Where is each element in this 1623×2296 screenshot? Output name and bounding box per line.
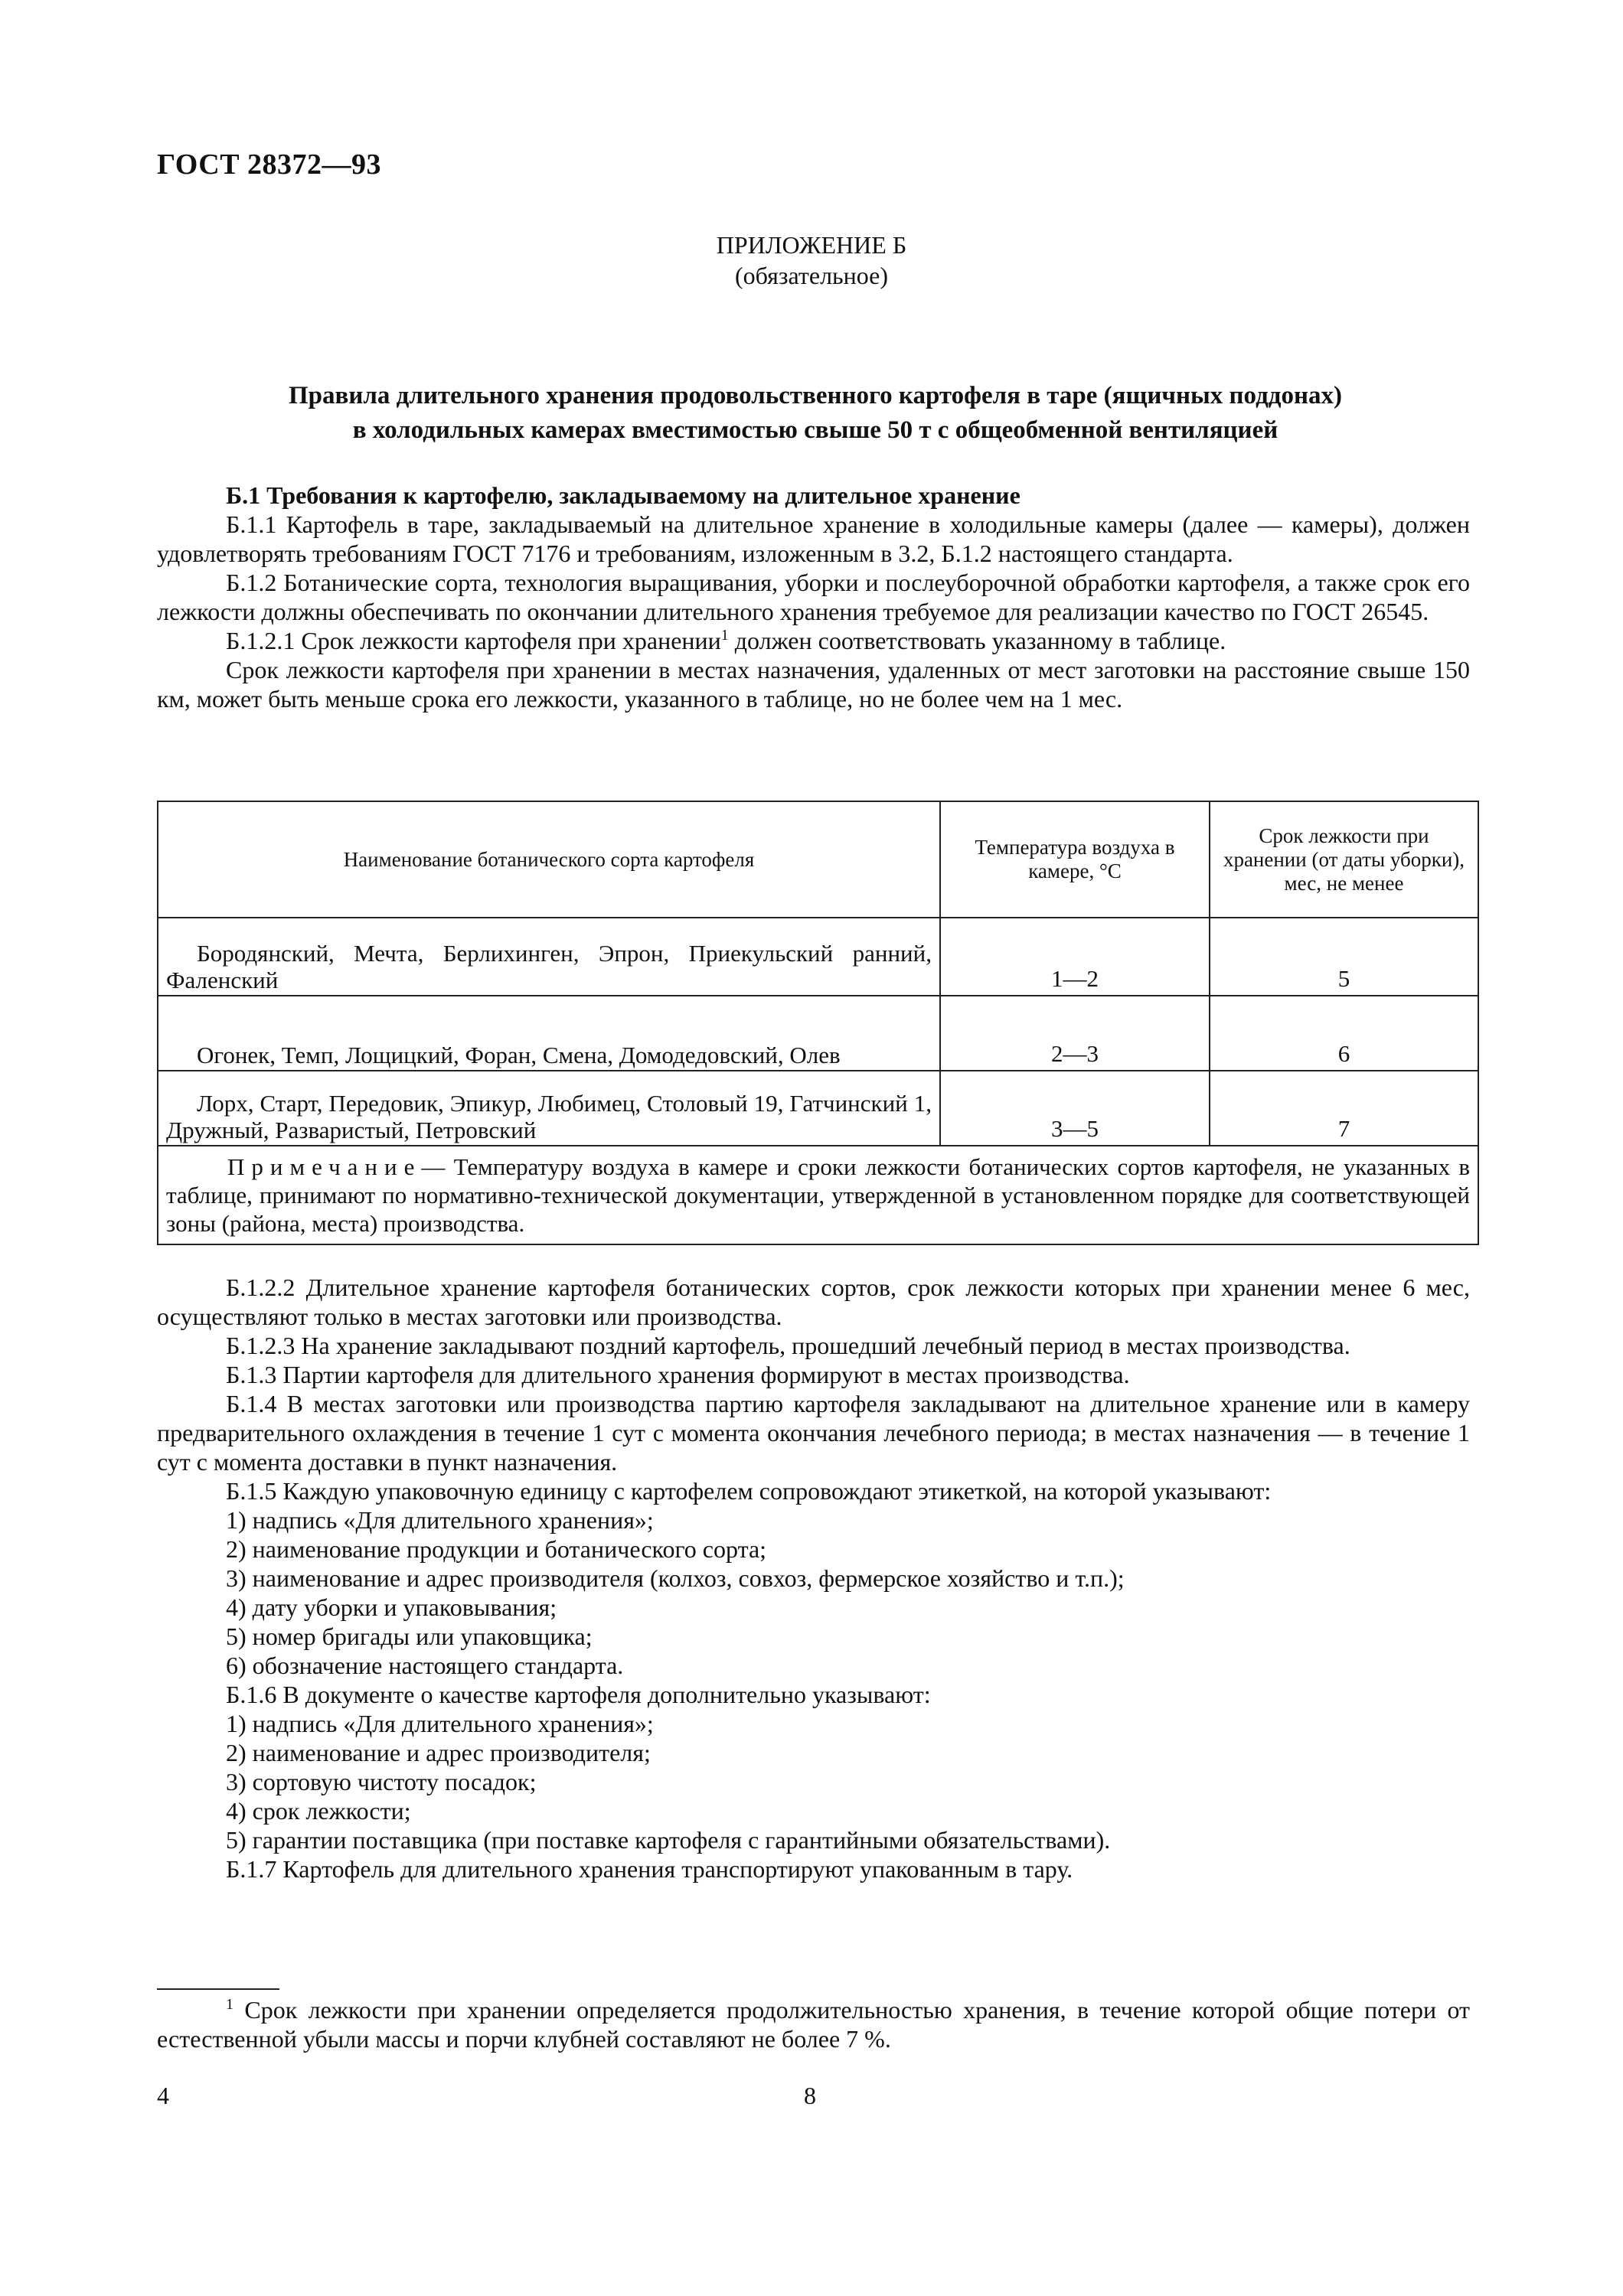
paragraph-distance: Срок лежкости картофеля при хранении в местах назначения, удаленных от мест заготовки на расстояние свыше 150 км, может быть меньше срока его лежкости, указанного в таблице, но не более чем на 1 мес. (157, 656, 1470, 713)
storage-table (157, 801, 1479, 1245)
paragraph-b1-6: Б.1.6 В документе о качестве картофеля дополнительно указывают: (226, 1681, 931, 1708)
footnote-mark: 1 (226, 1996, 233, 2013)
list-item: 4) срок лежкости; (226, 1797, 411, 1825)
paragraph-b1-2-1-text: Б.1.2.1 Срок лежкости картофеля при хранении (226, 627, 721, 654)
paragraph-b1-2-2: Б.1.2.2 Длительное хранение картофеля ботанических сортов, срок лежкости которых при хранении менее 6 мес, осуществляют только в местах заготовки или производства. (157, 1274, 1470, 1330)
paragraph-b1-5: Б.1.5 Каждую упаковочную единицу с картофелем сопровождают этикеткой, на которой указывают: (226, 1477, 1272, 1505)
paragraph-b1-7: Б.1.7 Картофель для длительного хранения транспортируют упакованным в тару. (226, 1855, 1073, 1883)
list-item: 3) сортовую чистоту посадок; (226, 1768, 537, 1795)
page-number-center: 8 (804, 2082, 816, 2109)
list-item: 3) наименование и адрес производителя (колхоз, совхоз, фермерское хозяйство и т.п.); (226, 1564, 1125, 1592)
list-item: 1) надпись «Для длительного хранения»; (226, 1710, 654, 1737)
document-code: ГОСТ 28372—93 (157, 148, 382, 181)
table-note (158, 1146, 1478, 1244)
footnote-reference[interactable]: 1 (720, 627, 729, 644)
variety-cell: Бородянский, Мечта, Берлихинген, Эпрон, Приекульский ранний, Фаленский (158, 918, 940, 996)
list-item: 5) номер бригады или упаковщика; (226, 1623, 593, 1650)
table-row (158, 918, 1478, 996)
document-title-line-1: Правила длительного хранения продовольственного картофеля в таре (ящичных поддонах) (289, 382, 1342, 409)
footnote (157, 1995, 1470, 2053)
list-item: 1) надпись «Для длительного хранения»; (226, 1506, 654, 1534)
appendix-heading (0, 230, 1623, 291)
temperature-cell: 3—5 (940, 1071, 1210, 1146)
table-row (158, 1071, 1478, 1146)
footnote-text: Срок лежкости при хранении определяется продолжительностью хранения, в течение которой общие потери от естественной убыли массы и порчи клубней составляют не более 7 %. (157, 1996, 1470, 2053)
table-row (158, 996, 1478, 1071)
header-shelf-life: Срок лежкости при хранении (от даты уборки), мес, не менее (1210, 801, 1478, 918)
section-b1-heading: Б.1 Требования к картофелю, закладываемому на длительное хранение (226, 481, 1020, 509)
page-number-left: 4 (157, 2082, 169, 2109)
appendix-title: ПРИЛОЖЕНИЕ Б (716, 231, 907, 259)
shelf-life-cell: 7 (1210, 1071, 1478, 1146)
paragraph-b1-2-1 (157, 626, 1470, 655)
paragraph-b1-2: Б.1.2 Ботанические сорта, технология выращивания, уборки и послеуборочной обработки картофеля, а также срок его лежкости должны обеспечивать по окончании длительного хранения требуемое для реализации качество по ГОСТ 26545. (157, 569, 1470, 625)
table-note-row (158, 1146, 1478, 1244)
variety-cell: Огонек, Темп, Лощицкий, Форан, Смена, Домодедовский, Олев (158, 996, 940, 1071)
temperature-cell: 1—2 (940, 918, 1210, 996)
document-title-line-2: в холодильных камерах вместимостью свыше 50 т с общеобменной вентиляцией (352, 416, 1278, 444)
footnote-divider (157, 1988, 279, 1990)
list-item: 5) гарантии поставщика (при поставке картофеля с гарантийными обязательствами). (226, 1826, 1111, 1854)
shelf-life-cell: 6 (1210, 996, 1478, 1071)
variety-cell: Лорх, Старт, Передовик, Эпикур, Любимец, Столовый 19, Гатчинский 1, Дружный, Разваристый, Петровский (158, 1071, 940, 1146)
appendix-subtitle: (обязательное) (735, 262, 888, 289)
note-text: — Температуру воздуха в камере и сроки лежкости ботанических сортов картофеля, не указанных в таблице, принимают по нормативно-технической документации, утвержденной в установленном порядке для соответствующей зоны (района, места) производства. (166, 1153, 1470, 1237)
table-header-row (158, 801, 1478, 918)
paragraph-b1-3: Б.1.3 Партии картофеля для длительного хранения формируют в местах производства. (226, 1361, 1130, 1388)
paragraph-b1-2-3: Б.1.2.3 На хранение закладывают поздний картофель, прошедший лечебный период в местах производства. (226, 1332, 1350, 1359)
list-item: 6) обозначение настоящего стандарта. (226, 1652, 624, 1679)
list-item: 2) наименование и адрес производителя; (226, 1739, 651, 1766)
paragraph-b1-1: Б.1.1 Картофель в таре, закладываемый на длительное хранение в холодильные камеры (далее — камеры), должен удовлетворять требованиям ГОСТ 7176 и требованиям, изложенным в 3.2, Б.1.2 настоящего стандарта. (157, 510, 1470, 567)
section-b1-continued (157, 1273, 1470, 1883)
paragraph-b1-4: Б.1.4 В местах заготовки или производства партию картофеля закладывают на длительное хранение или в камеру предварительного охлаждения в течение 1 сут с момента окончания лечебного периода; в местах назначения — в течение 1 сут с момента доставки в пункт назначения. (157, 1390, 1470, 1476)
document-title (157, 379, 1474, 448)
section-b1 (157, 481, 1470, 713)
header-variety: Наименование ботанического сорта картофеля (158, 801, 940, 918)
temperature-cell: 2—3 (940, 996, 1210, 1071)
list-item: 2) наименование продукции и ботанического сорта; (226, 1535, 767, 1563)
list-item: 4) дату уборки и упаковывания; (226, 1593, 557, 1621)
header-temperature: Температура воздуха в камере, °С (940, 801, 1210, 918)
note-label: Примечание (227, 1153, 422, 1180)
shelf-life-cell: 5 (1210, 918, 1478, 996)
paragraph-b1-2-1-text-end: должен соответствовать указанному в таблице. (728, 627, 1226, 654)
